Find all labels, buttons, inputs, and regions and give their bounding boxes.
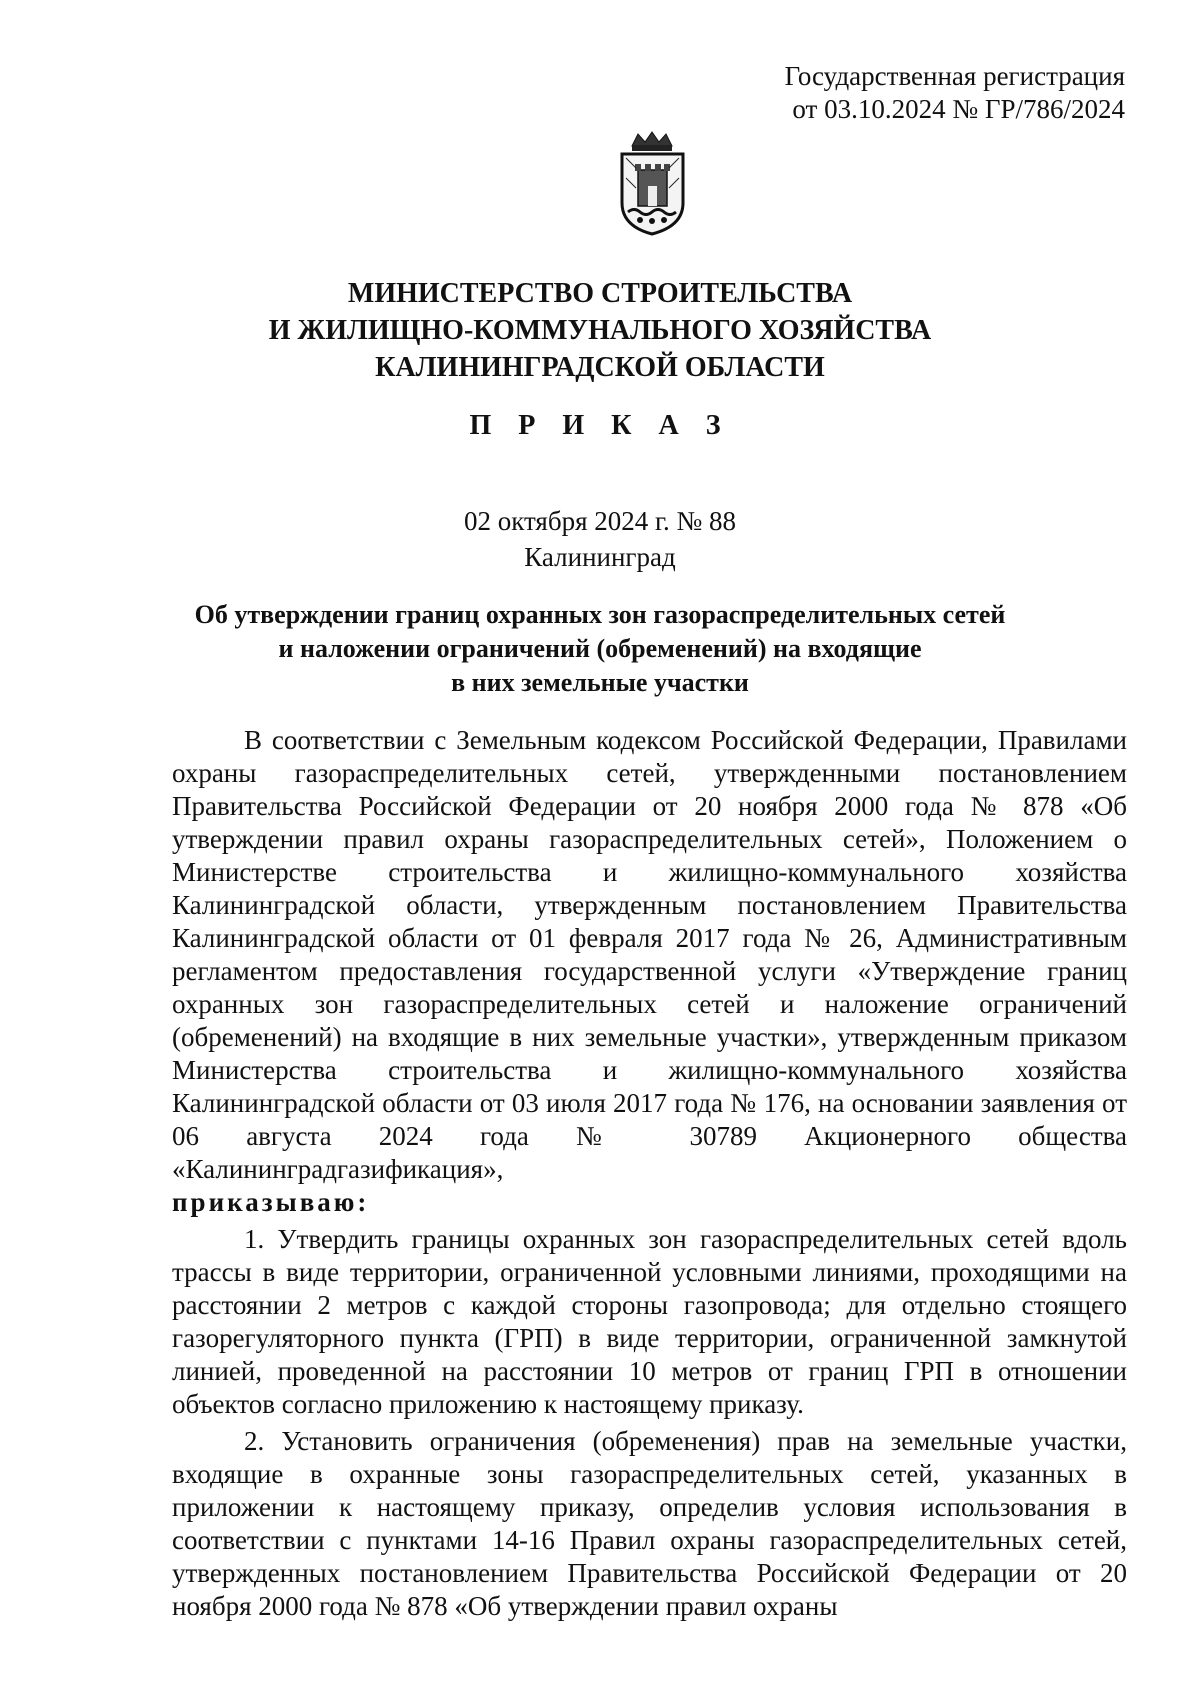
kaliningrad-coat-of-arms-icon (610, 128, 695, 238)
subject-line-2: и наложении ограничений (обременений) на входящие (278, 634, 922, 663)
order-word: приказываю: (172, 1187, 370, 1217)
order-item-1: 1. Утвердить границы охранных зон газораспределительных сетей вдоль трассы в виде территории, ограниченной условными линиями, проходящими на расстоянии 2 метров с каждой стороны газопровода; для отдельно стоящего газорегуляторного пункта (ГРП) в виде территории, ограниченной замкнутой линией, проведенной на расстоянии 10 метров от границ ГРП в отношении объектов согласно приложению к настоящему приказу. (172, 1224, 1127, 1419)
order-subject (0, 598, 1200, 700)
ministry-header (0, 275, 1200, 386)
order-title: П Р И К А З (469, 410, 731, 441)
registration-line-1: Государственная регистрация (784, 61, 1125, 91)
subject-line-1: Об утверждении границ охранных зон газораспределительных сетей (194, 600, 1006, 629)
preamble-paragraph: В соответствии с Земельным кодексом Российской Федерации, Правилами охраны газораспределительных сетей, утвержденными постановлением Правительства Российской Федерации от 20 ноября 2000 года № 878 «Об утверждении правил охраны газораспределительных сетей», Положением о Министерстве строительства и жилищно-коммунального хозяйства Калининградской области, утвержденным постановлением Правительства Калининградской области от 01 февраля 2017 года № 26, Административным регламентом предоставления государственной услуги «Утверждение границ охранных зон газораспределительных сетей и наложение ограничений (обременений) на входящие в них земельные участки», утвержденным приказом Министерства строительства и жилищно-коммунального хозяйства Калининградской области от 03 июля 2017 года № 176, на основании заявления от 06 августа 2024 года № 30789 Акционерного общества «Калининградгазификация», (172, 725, 1127, 1184)
ministry-line-2: И ЖИЛИЩНО-КОММУНАЛЬНОГО ХОЗЯЙСТВА (268, 315, 932, 346)
date-place-block (0, 503, 1200, 575)
order-body (172, 724, 1127, 1623)
subject-line-3: в них земельные участки (451, 668, 749, 697)
registration-stamp (785, 60, 1125, 126)
ministry-line-3: КАЛИНИНГРАДСКОЙ ОБЛАСТИ (375, 352, 825, 383)
order-date: 02 октября 2024 г. № 88 (463, 506, 737, 536)
order-place: Калининград (524, 542, 676, 572)
registration-line-2: от 03.10.2024 № ГР/786/2024 (792, 94, 1125, 124)
order-item-2: 2. Установить ограничения (обременения) прав на земельные участки, входящие в охранные зоны газораспределительных сетей, указанных в приложении к настоящему приказу, определив условия использования в соответствии с пунктами 14-16 Правил охраны газораспределительных сетей, утвержденных постановлением Правительства Российской Федерации от 20 ноября 2000 года № 878 «Об утверждении правил охраны (172, 1426, 1127, 1621)
ministry-line-1: МИНИСТЕРСТВО СТРОИТЕЛЬСТВА (347, 278, 853, 309)
